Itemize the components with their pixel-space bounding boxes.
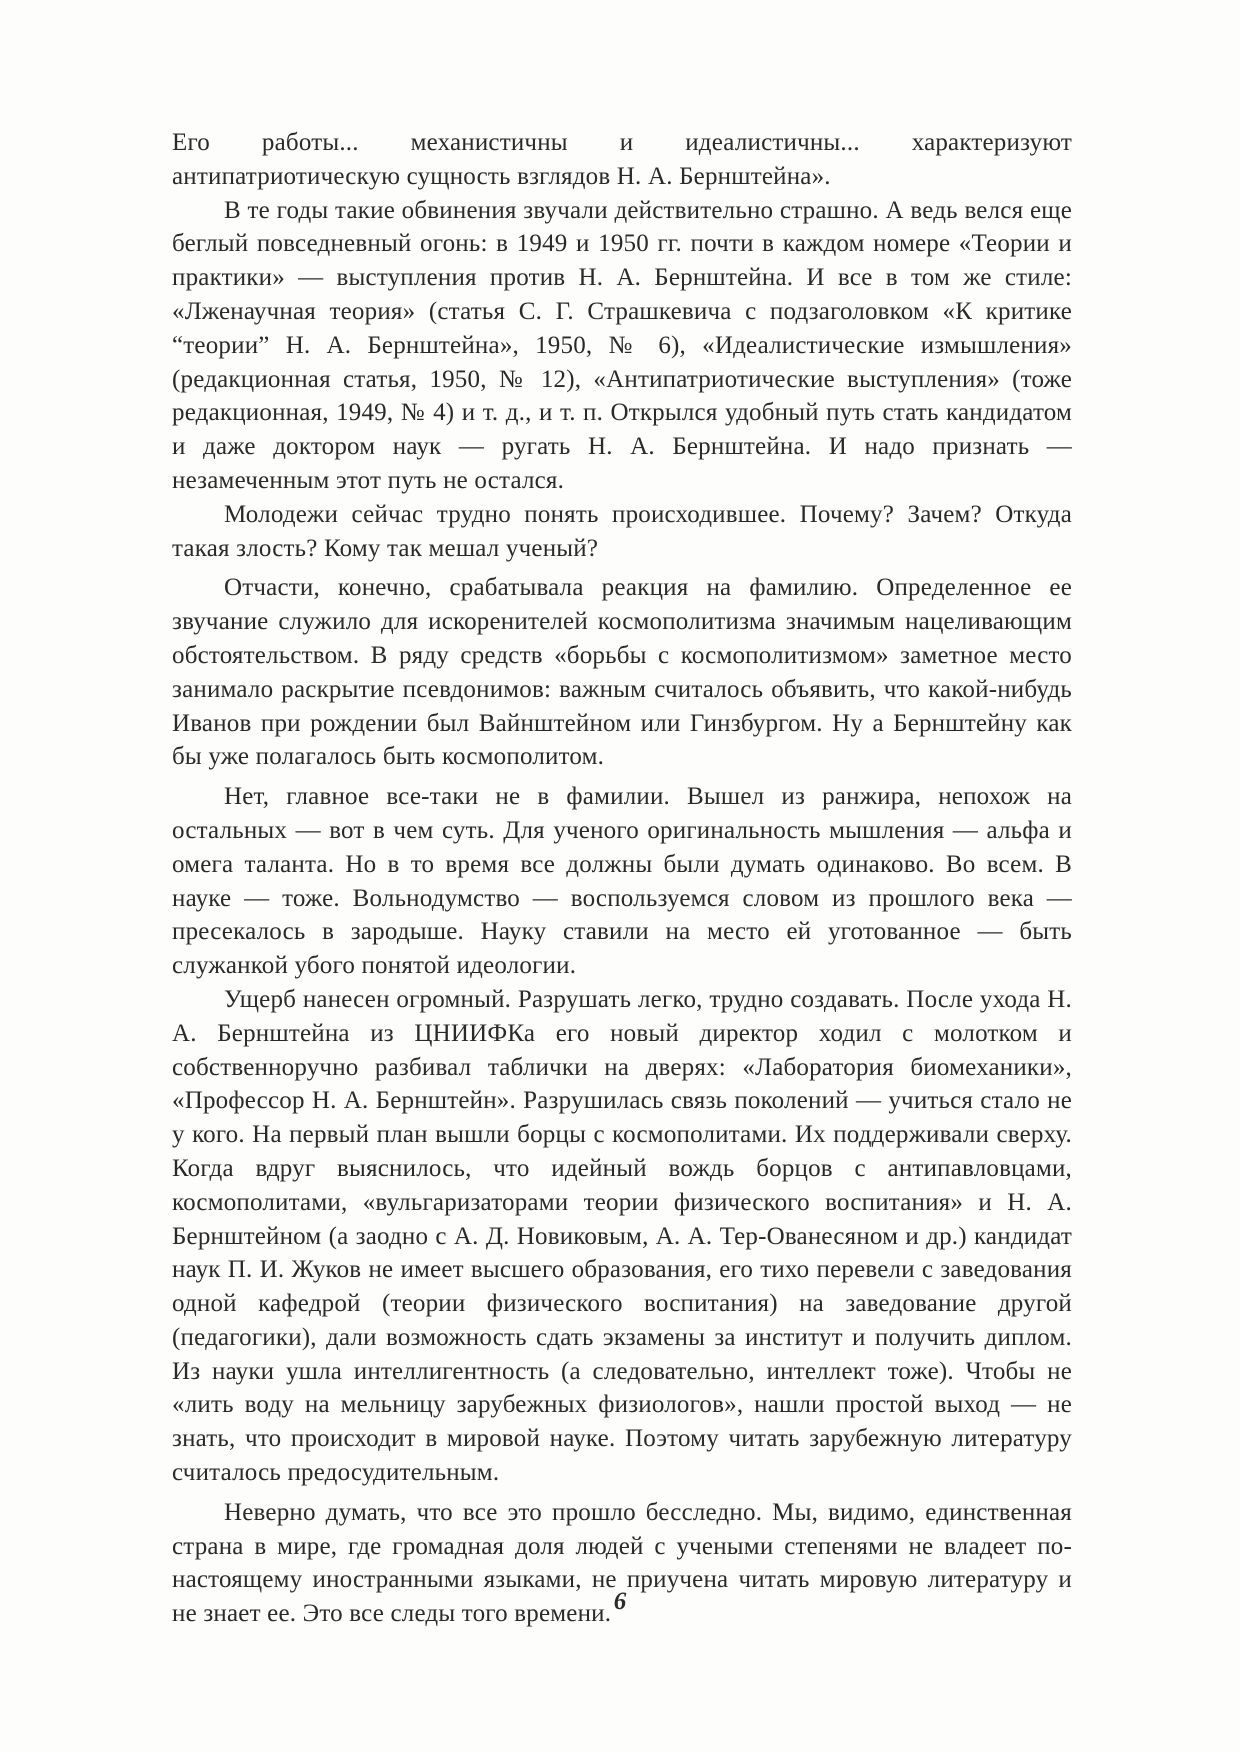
paragraph-1: Его работы... механистичны и идеалистичны... характеризуют антипатриотическую сущность взглядов Н. А. Бернштейна».: [172, 129, 1072, 190]
paragraph-6: Ущерб нанесен огромный. Разрушать легко, трудно создавать. После ухода Н. А. Бернштейна из ЦНИИФКа его новый директор ходил с молотком и собственноручно разбивал таблички на дверях: «Лаборатория биомеханики», «Профессор Н. А. Бернштейн». Разрушилась связь поколений — учиться стало не у кого. На первый план вышли борцы с космополитами. Их поддерживали сверху. Когда вдруг выяснилось, что идейный вождь борцов с антипавловцами, космополитами, «вульгаризаторами теории физического воспитания» и Н. А. Бернштейном (а заодно с А. Д. Новиковым, А. А. Тер-Ованесяном и др.) кандидат наук П. И. Жуков не имеет высшего образования, его тихо перевели с заведования одной кафедрой (теории физического воспитания) на заведование другой (педагогики), дали возможность сдать экзамены за институт и получить диплом. Из науки ушла интеллигентность (а следовательно, интеллект тоже). Чтобы не «лить воду на мельницу зарубежных физиологов», нашли простой выход — не знать, что происходит в мировой науке. Поэтому читать зарубежную литературу считалось предосудительным.: [172, 985, 1072, 1487]
paragraph-5: Нет, главное все-таки не в фамилии. Вышел из ранжира, непохож на остальных — вот в чем суть. Для ученого оригинальность мышления — альфа и омега таланта. Но в то время все должны были думать одинаково. Во всем. В науке — тоже. Вольнодумство — воспользуемся словом из прошлого века — пресекалось в зародыше. Науку ставили на место ей уготованное — быть служанкой убого понятой идеологии.: [172, 783, 1072, 980]
paragraph-2: В те годы такие обвинения звучали действительно страшно. А ведь велся еще беглый повседневный огонь: в 1949 и 1950 гг. почти в каждом номере «Теории и практики» — выступления против Н. А. Бернштейна. И все в том же стиле: «Лженаучная теория» (статья С. Г. Страшкевича с подзаголовком «К критике “теории” Н. А. Бернштейна», 1950, № 6), «Идеалистические измышления» (редакционная статья, 1950, № 12), «Антипатриотические выступления» (тоже редакционная, 1949, № 4) и т. д., и т. п. Открылся удобный путь стать кандидатом и даже доктором наук — ругать Н. А. Бернштейна. И надо признать — незамеченным этот путь не остался.: [172, 196, 1072, 494]
paragraph-4: Отчасти, конечно, срабатывала реакция на фамилию. Определенное ее звучание служило для искоренителей космополитизма значимым нацеливающим обстоятельством. В ряду средств «борьбы с космополитизмом» заметное место занимало раскрытие псевдонимов: важным считалось объявить, что какой-нибудь Иванов при рождении был Вайнштейном или Гинзбургом. Ну а Бернштейну как бы уже полагалось быть космополитом.: [172, 574, 1072, 771]
paragraph-3: Молодежи сейчас трудно понять происходившее. Почему? Зачем? Откуда такая злость? Кому так мешал ученый?: [172, 500, 1072, 562]
paragraph-7: Неверно думать, что все это прошло бесследно. Мы, видимо, единственная страна в мире, где громадная доля людей с учеными степенями не владеет по-настоящему иностранными языками, не приучена читать мировую литературу и не знает ее. Это все следы того времени.: [172, 1498, 1072, 1628]
body-text: [172, 126, 1072, 1631]
page-number: 6: [613, 1588, 627, 1615]
